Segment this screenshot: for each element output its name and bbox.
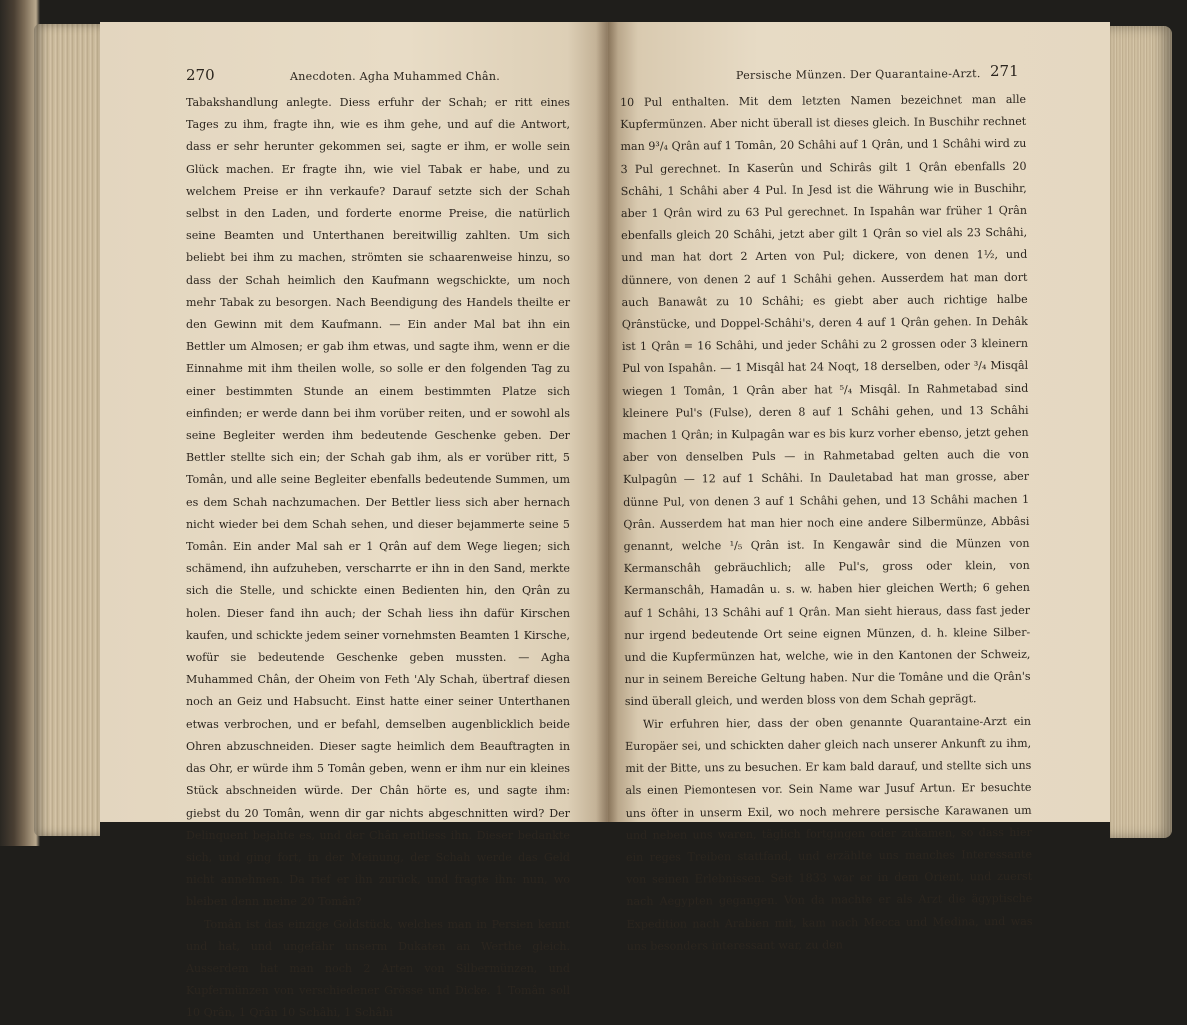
right-paragraph-2: Wir erfuhren hier, dass der oben genannte Quarantaine-Arzt ein Europäer sei, und schickten daher gleich nach unserer Ankunft zu ihm, mit der Bitte, uns zu besuchen. Er kam bald darauf, und stellte sich uns als einen Piemontesen vor. Sein Name war Jusuf Artun. Er besuchte uns öfter in unserm Exil, wo noch mehrere persische Karawanen um und neben uns waren, täglich fortgingen oder zukamen, so dass hier ein reges Treiben stattfand, und erzählte uns manches Interessante von seinen Erlebnissen. Seit 1833 war er in dem Orient, und zuerst nach Aegypten gegangen. Von da machte er als Arzt die ägyptische Expedition nach Arabien mit, kam nach Mecca und Medina, und was uns besonders interessant war, zu den — [625, 714, 1033, 953]
right-page-body — [620, 89, 1033, 958]
right-paragraph-1: 10 Pul enthalten. Mit dem letzten Namen bezeichnet man alle Kupfermünzen. Aber nicht überall ist dieses gleich. In Buschihr rechnet man 9³/₄ Qrân auf 1 Tomân, 20 Schâhi auf 1 Qrân, und 1 Schâhi wird zu 3 Pul gerechnet. In Kaserûn und Schirâs gilt 1 Qrân ebenfalls 20 Schâhi, 1 Schâhi aber 4 Pul. In Jesd ist die Währung wie in Buschihr, aber 1 Qrân wird zu 63 Pul gerechnet. In Ispahân war früher 1 Qrân ebenfalls gleich 20 Schâhi, jetzt aber gilt 1 Qrân so viel als 23 Schâhi, und man hat dort 2 Arten von Pul; dickere, von denen 1½, und dünnere, von denen 2 auf 1 Schâhi gehen. Ausserdem hat man dort auch Banawât zu 10 Schâhi; es giebt aber auch richtige halbe Qrânstücke, und Doppel-Schâhi's, deren 4 auf 1 Qrân gehen. In Dehâk ist 1 Qrân = 16 Schâhi, und jeder Schâhi zu 2 grossen oder 3 kleinern Pul von Ispahân. — 1 Misqâl hat 24 Noqt, 18 derselben, oder ³/₄ Misqâl wiegen 1 Tomân, 1 Qrân aber hat ⁵/₄ Misqâl. In Rahmetabad sind kleinere Pul's (Fulse), deren 8 auf 1 Schâhi gehen, und 13 Schâhi machen 1 Qrân; in Kulpagân war es bis kurz vorher ebenso, jetzt gehen aber von denselben Puls — in Rahmetabad gelten auch die von Kulpagûn — 12 auf 1 Schâhi. In Dauletabad hat man grosse, aber dünne Pul, von denen 3 auf 1 Schâhi gehen, und 13 Schâhi machen 1 Qrân. Ausserdem hat man hier noch eine andere Silbermünze, Abbâsi genannt, welche ¹/₅ Qrân ist. In Kengawâr sind die Münzen von Kermanschâh gebräuchlich; alle Pul's, gross oder klein, von Kermanschâh, Hamadân u. s. w. haben hier gleichen Werth; 6 gehen auf 1 Schâhi, 13 Schâhi auf 1 Qrân. Man sieht hieraus, dass fast jeder nur irgend bedeutende Ort seine eignen Münzen, d. h. kleine Silber- und die Kupfermünzen hat, welche, wie in den Kantonen der Schweiz, nur in seinem Bereiche Geltung haben. Nur die Tomâne und die Qrân's sind überall gleich, und werden bloss von dem Schah geprägt. — [620, 92, 1031, 709]
right-page-edges — [1110, 26, 1172, 838]
left-paragraph-2: Tomân ist das einzige Goldstück, welches man in Persien kennt und hat, und ungefähr unserm Dukaten an Werthe gleich. Ausserdem hat man noch 2 Arten von Silbermünzen, und Kupfermünzen von verschiedener Grösse und Dicke. 1 Tomân soll 10 Qrân, 1 Qrân 10 Schâhi, 1 Schâhi — [186, 917, 570, 1020]
book-gutter — [596, 22, 618, 822]
left-running-head: Anecdoten. Agha Muhammed Chân. — [290, 70, 501, 83]
left-page-body — [186, 92, 570, 1025]
left-page-number: 270 — [186, 66, 215, 84]
right-page-number: 271 — [990, 62, 1019, 80]
right-running-head: Persische Münzen. Der Quarantaine-Arzt. — [735, 67, 981, 82]
left-page-edges — [34, 24, 100, 836]
left-paragraph-1: Tabakshandlung anlegte. Diess erfuhr der Schah; er ritt eines Tages zu ihm, fragte ihn, wie es ihm gehe, und auf die Antwort, dass er sehr herunter gekommen sei, sagte er ihm, er wolle sein Glück machen. Er fragte ihn, wie viel Tabak er habe, und zu welchem Preise er ihn verkaufe? Darauf setzte sich der Schah selbst in den Laden, und forderte enorme Preise, die natürlich seine Beamten und Unterthanen bereitwillig zahlten. Um sich beliebt bei ihm zu machen, strömten sie schaarenweise hinzu, so dass der Schah heimlich den Kaufmann wegschickte, um noch mehr Tabak zu besorgen. Nach Beendigung des Handels theilte er den Gewinn mit dem Kaufmann. — Ein ander Mal bat ihn ein Bettler um Almosen; er gab ihm etwas, und sagte ihm, wenn er die Einnahme mit ihm theilen wolle, so solle er den folgenden Tag zu einer bestimmten Stunde an einem bestimmten Platze sich einfinden; er werde dann bei ihm vorüber reiten, und er sowohl als seine Begleiter werden ihm bedeutende Geschenke geben. Der Bettler stellte sich ein; der Schah gab ihm, als er vorüber ritt, 5 Tomân, und alle seine Begleiter ebenfalls bedeutende Summen, um es dem Schah nachzumachen. Der Bettler liess sich aber hernach nicht wieder bei dem Schah sehen, und dieser bejammerte seine 5 Tomân. Ein ander Mal sah er 1 Qrân auf dem Wege liegen; sich schämend, ihn aufzuheben, verscharrte er ihn in den Sand, merkte sich die Stelle, und schickte einen Bedienten hin, den Qrân zu holen. Dieser fand ihn auch; der Schah liess ihn dafür Kirschen kaufen, und schickte jedem seiner vornehmsten Beamten 1 Kirsche, wofür sie bedeutende Geschenke geben mussten. — Agha Muhammed Chân, der Oheim von Feth 'Aly Schah, übertraf diesen noch an Geiz und Habsucht. Einst hatte einer seiner Unterthanen etwas verbrochen, und er befahl, demselben augenblicklich beide Ohren abzuschneiden. Dieser sagte heimlich dem Beauftragten in das Ohr, er würde ihm 5 Tomân geben, wenn er ihm nur ein kleines Stück abschneiden würde. Der Chân hörte es, und sagte ihm: giebst du 20 Tomân, wenn dir gar nichts abgeschnitten wird? Der Delinquent bejahte es, und der Chân entliess ihn. Dieser bedankte sich, und ging fort, in der Meinung, der Schah werde das Geld nicht annehmen. Da rief er ihn zurück, und fragte ihn: nun, wo bleiben denn meine 20 Tomân? — [186, 96, 570, 909]
